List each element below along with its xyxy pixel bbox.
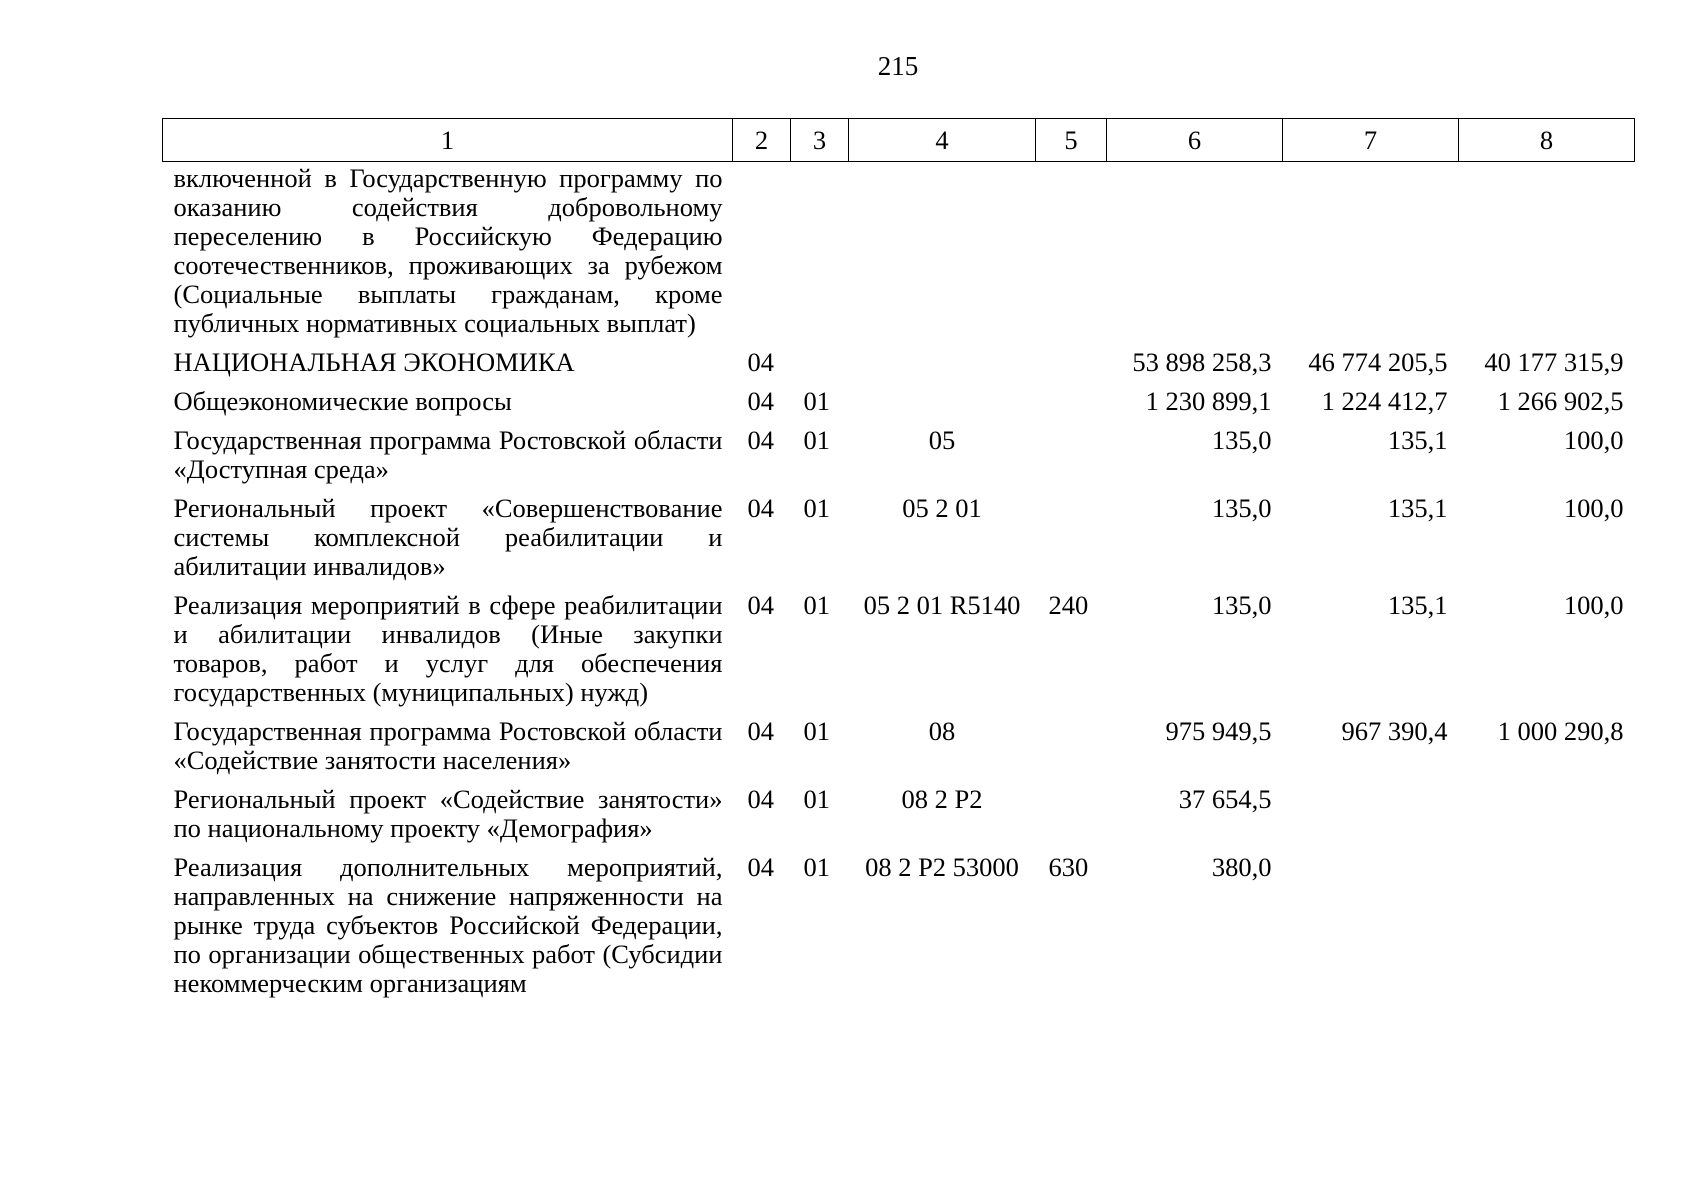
budget-table — [162, 118, 1635, 1008]
expense-type-code — [1036, 785, 1107, 853]
expense-type-code — [1036, 162, 1107, 349]
table-row — [163, 426, 1635, 494]
table-header-row — [163, 119, 1635, 162]
target-article-code: 08 2 P2 — [901, 784, 983, 814]
amount-year-3 — [1459, 785, 1635, 853]
row-name: Государственная программа Ростовской области «Содействие занятости населения» — [173, 716, 723, 775]
section-code: 04 — [747, 493, 774, 523]
expense-type-code — [1036, 494, 1107, 591]
expense-type-code: 240 — [1048, 590, 1089, 620]
target-article-code — [849, 162, 1036, 349]
subsection-code: 01 — [803, 590, 830, 620]
amount-year-1: 135,0 — [1211, 425, 1272, 455]
amount-year-1: 380,0 — [1211, 852, 1272, 882]
amount-year-2: 967 390,4 — [1341, 716, 1448, 746]
amount-year-1: 1 230 899,1 — [1145, 386, 1272, 416]
column-header: 5 — [1036, 119, 1107, 162]
row-name: Общеэкономические вопросы — [173, 386, 512, 416]
target-article-code — [849, 387, 1036, 426]
row-name: Региональный проект «Содействие занятости» по национальному проекту «Демография» — [173, 784, 723, 843]
amount-year-2 — [1283, 853, 1459, 1008]
subsection-code: 01 — [803, 852, 830, 882]
expense-type-code — [1036, 348, 1107, 387]
amount-year-2: 135,1 — [1387, 590, 1448, 620]
column-header: 6 — [1107, 119, 1283, 162]
subsection-code: 01 — [803, 425, 830, 455]
row-name: НАЦИОНАЛЬНАЯ ЭКОНОМИКА — [173, 347, 575, 377]
section-code — [733, 162, 791, 349]
section-code: 04 — [747, 784, 774, 814]
table-row — [163, 785, 1635, 853]
expense-type-code — [1036, 387, 1107, 426]
page-number: 215 — [877, 51, 919, 81]
amount-year-1: 975 949,5 — [1165, 716, 1272, 746]
target-article-code: 08 2 P2 53000 — [865, 852, 1019, 882]
amount-year-2: 46 774 205,5 — [1308, 347, 1448, 377]
subsection-code — [791, 162, 849, 349]
column-header: 3 — [791, 119, 849, 162]
amount-year-1: 53 898 258,3 — [1132, 347, 1272, 377]
column-header: 1 — [163, 119, 733, 162]
target-article-code: 08 — [928, 716, 956, 746]
table-row — [163, 494, 1635, 591]
subsection-code: 01 — [803, 493, 830, 523]
amount-year-1: 135,0 — [1211, 493, 1272, 523]
target-article-code: 05 2 01 — [902, 493, 982, 523]
table-row — [163, 853, 1635, 1008]
amount-year-3: 1 000 290,8 — [1497, 716, 1624, 746]
amount-year-1: 37 654,5 — [1178, 784, 1272, 814]
subsection-code: 01 — [803, 784, 830, 814]
subsection-code — [791, 348, 849, 387]
section-code: 04 — [747, 386, 774, 416]
amount-year-2 — [1283, 785, 1459, 853]
row-name: Реализация мероприятий в сфере реабилитации и абилитации инвалидов (Иные закупки товаров, работ и услуг для обеспечения государственных (муниципальных) нужд) — [173, 590, 723, 707]
target-article-code: 05 — [928, 425, 956, 455]
amount-year-2 — [1283, 162, 1459, 349]
amount-year-3: 100,0 — [1563, 425, 1624, 455]
amount-year-3 — [1459, 853, 1635, 1008]
table-row — [163, 717, 1635, 785]
row-name: Региональный проект «Совершенствование системы комплексной реабилитации и абилитации инвалидов» — [173, 493, 723, 581]
amount-year-3: 100,0 — [1563, 493, 1624, 523]
amount-year-3: 1 266 902,5 — [1497, 386, 1624, 416]
target-article-code — [849, 348, 1036, 387]
target-article-code: 05 2 01 R5140 — [863, 590, 1021, 620]
amount-year-1 — [1107, 162, 1283, 349]
expense-type-code — [1036, 426, 1107, 494]
amount-year-3: 40 177 315,9 — [1484, 347, 1624, 377]
section-code: 04 — [747, 347, 774, 377]
amount-year-2: 1 224 412,7 — [1321, 386, 1448, 416]
table-row — [163, 591, 1635, 717]
row-name: Государственная программа Ростовской области «Доступная среда» — [173, 425, 723, 484]
amount-year-3: 100,0 — [1563, 590, 1624, 620]
table-row — [163, 348, 1635, 387]
expense-type-code: 630 — [1048, 852, 1089, 882]
row-name: включенной в Государственную программу по оказанию содействия добровольному переселению в Российскую Федерацию соотечественников, проживающих за рубежом (Социальные выплаты гражданам, кроме публичных нормативных социальных выплат) — [173, 163, 723, 338]
amount-year-2: 135,1 — [1387, 425, 1448, 455]
row-name: Реализация дополнительных мероприятий, направленных на снижение напряженности на рынке труда субъектов Российской Федерации, по организации общественных работ (Субсидии некоммерческим организациям — [173, 852, 723, 998]
column-header: 8 — [1459, 119, 1635, 162]
column-header: 2 — [733, 119, 791, 162]
section-code: 04 — [747, 852, 774, 882]
subsection-code: 01 — [803, 386, 830, 416]
section-code: 04 — [747, 716, 774, 746]
column-header: 7 — [1283, 119, 1459, 162]
table-row — [163, 162, 1635, 349]
amount-year-2: 135,1 — [1387, 493, 1448, 523]
section-code: 04 — [747, 590, 774, 620]
amount-year-1: 135,0 — [1211, 590, 1272, 620]
column-header: 4 — [849, 119, 1036, 162]
expense-type-code — [1036, 717, 1107, 785]
subsection-code: 01 — [803, 716, 830, 746]
table-row — [163, 387, 1635, 426]
amount-year-3 — [1459, 162, 1635, 349]
section-code: 04 — [747, 425, 774, 455]
